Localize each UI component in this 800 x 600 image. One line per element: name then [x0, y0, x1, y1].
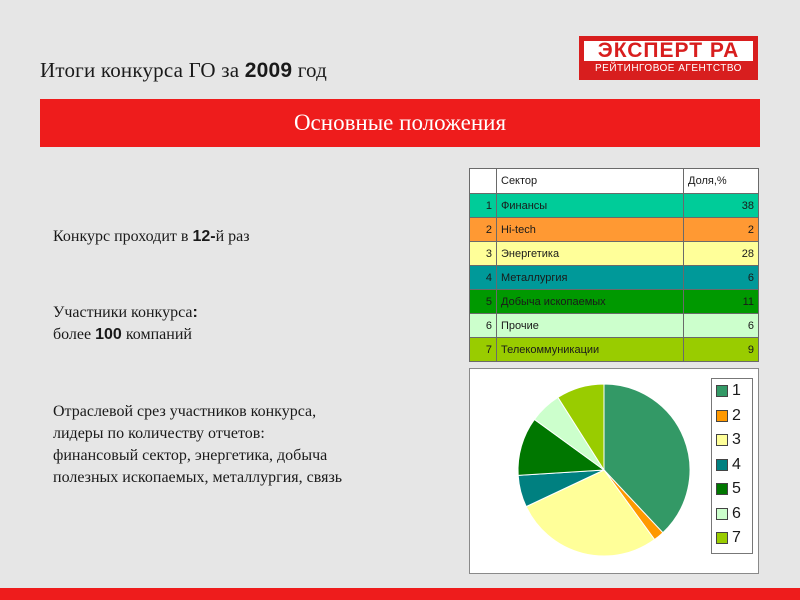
- sector-pie-chart: [469, 368, 759, 574]
- legend-item: [712, 502, 752, 527]
- table-cell-sector: Прочие: [497, 314, 684, 338]
- table-row: [470, 242, 759, 266]
- page-title: Итоги конкурса ГО за 2009 год: [40, 58, 327, 82]
- table-cell-share: 2: [684, 218, 759, 242]
- legend-swatch: [716, 483, 728, 495]
- table-header-cell: [470, 169, 497, 194]
- pie-svg: [470, 369, 710, 575]
- legend-item: [712, 526, 752, 551]
- legend-label: 5: [732, 480, 741, 498]
- table-cell-share: 6: [684, 314, 759, 338]
- table-cell-sector: Металлургия: [497, 266, 684, 290]
- table-cell-number: 1: [470, 194, 497, 218]
- table-cell-number: 5: [470, 290, 497, 314]
- legend-item: [712, 379, 752, 404]
- logo-wordmark: ЭКСПЕРТ РА: [584, 41, 753, 61]
- contest-count-text: Конкурс проходит в 12-й раз: [53, 228, 250, 245]
- table-header-cell: Сектор: [497, 169, 684, 194]
- table-row: [470, 338, 759, 362]
- legend-label: 2: [732, 406, 741, 424]
- legend-label: 1: [732, 382, 741, 400]
- legend-item: [712, 404, 752, 429]
- legend-swatch: [716, 532, 728, 544]
- table-cell-number: 7: [470, 338, 497, 362]
- legend-label: 7: [732, 529, 741, 547]
- table-cell-share: 6: [684, 266, 759, 290]
- expert-ra-logo: [579, 36, 758, 80]
- sector-breakdown-text: Отраслевой срез участников конкурса, лидеры по количеству отчетов: финансовый сектор, энергетика, добыча полезных ископаемых, металлургия, связь: [53, 403, 343, 486]
- legend-swatch: [716, 434, 728, 446]
- table-cell-sector: Энергетика: [497, 242, 684, 266]
- table-cell-number: 6: [470, 314, 497, 338]
- sector-share-table: [469, 168, 759, 362]
- legend-swatch: [716, 508, 728, 520]
- legend-label: 4: [732, 455, 741, 473]
- footer-bar: [0, 588, 800, 600]
- table-row: [470, 194, 759, 218]
- legend-item: [712, 477, 752, 502]
- table-cell-number: 2: [470, 218, 497, 242]
- table-row: [470, 266, 759, 290]
- table-cell-number: 3: [470, 242, 497, 266]
- table-cell-sector: Hi-tech: [497, 218, 684, 242]
- legend-swatch: [716, 459, 728, 471]
- legend-swatch: [716, 385, 728, 397]
- table-row: [470, 218, 759, 242]
- legend-label: 6: [732, 504, 741, 522]
- table-cell-share: 38: [684, 194, 759, 218]
- table-cell-share: 11: [684, 290, 759, 314]
- table-cell-sector: Финансы: [497, 194, 684, 218]
- participants-text: Участники конкурса: более 100 компаний: [53, 304, 198, 343]
- table-cell-share: 28: [684, 242, 759, 266]
- table-cell-number: 4: [470, 266, 497, 290]
- legend-item: [712, 453, 752, 478]
- table-cell-sector: Телекоммуникации: [497, 338, 684, 362]
- legend-item: [712, 428, 752, 453]
- logo-subtitle: РЕЙТИНГОВОЕ АГЕНТСТВО: [595, 63, 742, 74]
- table-cell-share: 9: [684, 338, 759, 362]
- table-cell-sector: Добыча ископаемых: [497, 290, 684, 314]
- table-row: [470, 314, 759, 338]
- table-row: [470, 290, 759, 314]
- chart-legend: [711, 378, 753, 554]
- legend-label: 3: [732, 431, 741, 449]
- legend-swatch: [716, 410, 728, 422]
- table-header-row: [470, 169, 759, 194]
- table-header-cell: Доля,%: [684, 169, 759, 194]
- section-banner: Основные положения: [40, 99, 760, 147]
